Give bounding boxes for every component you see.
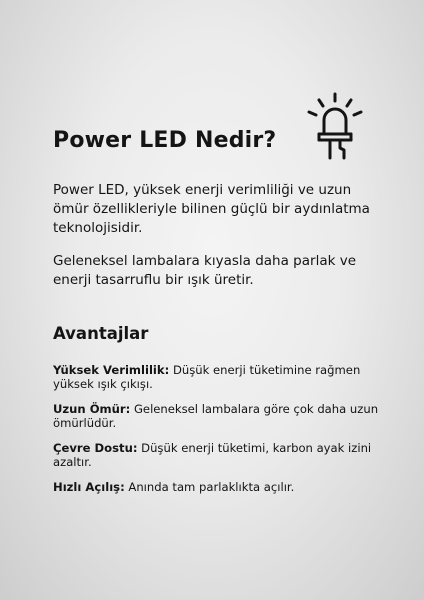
benefit-item <box>53 402 393 430</box>
intro-paragraph-2: Geleneksel lambalara kıyasla daha parlak ve enerji tasarruflu bir ışık üretir. <box>53 253 356 288</box>
benefit-text: Düşük enerji tüketimi, karbon ayak izini azaltır. <box>53 441 372 469</box>
benefit-text: Anında tam parlaklıkta açılır. <box>128 480 295 494</box>
benefit-term: Hızlı Açılış: <box>53 480 125 494</box>
page-title: Power LED Nedir? <box>53 128 277 153</box>
intro-paragraph-1: Power LED, yüksek enerji verimliliği ve uzun ömür özellikleriyle bilinen güçlü bir aydınlatma teknolojisidir. <box>53 182 370 236</box>
benefits-heading: Avantajlar <box>53 324 149 343</box>
benefits-list <box>53 363 393 505</box>
benefit-text: Düşük enerji tüketimine rağmen yüksek ışık çıkışı. <box>53 363 361 391</box>
benefit-item <box>53 441 393 469</box>
benefit-term: Çevre Dostu: <box>53 441 138 455</box>
benefit-item <box>53 480 393 494</box>
benefit-term: Uzun Ömür: <box>53 402 131 416</box>
benefit-text: Geleneksel lambalara göre çok daha uzun ömürlüdür. <box>53 402 379 430</box>
benefit-term: Yüksek Verimlilik: <box>53 363 170 377</box>
benefit-item <box>53 363 393 391</box>
led-bulb-icon <box>305 92 365 162</box>
